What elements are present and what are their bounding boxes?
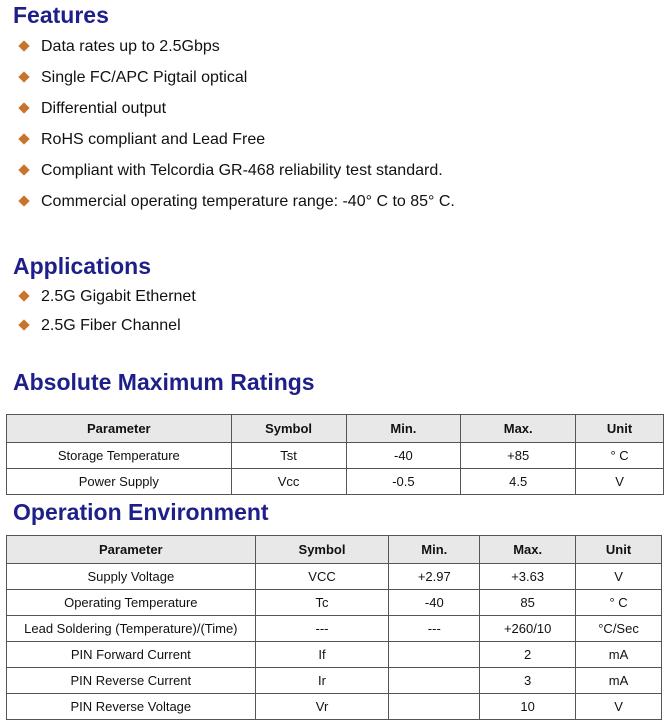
column-header-parameter: Parameter: [7, 415, 232, 443]
cell-symbol: ---: [255, 616, 389, 642]
cell-max: +260/10: [480, 616, 576, 642]
column-header-unit: Unit: [576, 536, 662, 564]
cell-max: 85: [480, 590, 576, 616]
diamond-bullet-icon: [18, 102, 29, 113]
operation-environment-table: [6, 535, 662, 720]
application-text: 2.5G Gigabit Ethernet: [41, 288, 196, 305]
cell-unit: V: [576, 564, 662, 590]
diamond-bullet-icon: [18, 319, 29, 330]
feature-text: Differential output: [41, 100, 167, 117]
cell-min: -40: [389, 590, 480, 616]
list-item: [19, 99, 166, 118]
applications-heading: Applications: [13, 253, 152, 279]
column-header-min: Min.: [346, 415, 461, 443]
cell-min: -40: [346, 443, 461, 469]
table-row: [7, 590, 662, 616]
table-row: [7, 564, 662, 590]
cell-max: 10: [480, 694, 576, 720]
cell-unit: V: [576, 694, 662, 720]
cell-max: 3: [480, 668, 576, 694]
application-text: 2.5G Fiber Channel: [41, 317, 181, 334]
cell-parameter: Storage Temperature: [7, 443, 232, 469]
column-header-parameter: Parameter: [7, 536, 256, 564]
table-row: [7, 443, 664, 469]
cell-parameter: Lead Soldering (Temperature)/(Time): [7, 616, 256, 642]
list-item: [19, 37, 220, 56]
cell-unit: ° C: [576, 443, 664, 469]
cell-min: -0.5: [346, 469, 461, 495]
list-item: [19, 161, 443, 180]
table-row: [7, 469, 664, 495]
cell-parameter: Power Supply: [7, 469, 232, 495]
absolute-maximum-ratings-heading: Absolute Maximum Ratings: [13, 369, 315, 395]
cell-symbol: If: [255, 642, 389, 668]
cell-parameter: Supply Voltage: [7, 564, 256, 590]
cell-symbol: Tc: [255, 590, 389, 616]
diamond-bullet-icon: [18, 133, 29, 144]
cell-unit: ° C: [576, 590, 662, 616]
cell-max: +85: [461, 443, 576, 469]
column-header-min: Min.: [389, 536, 480, 564]
list-item: [19, 287, 196, 306]
table-row: [7, 642, 662, 668]
absolute-maximum-ratings-table: [6, 414, 664, 495]
feature-text: Data rates up to 2.5Gbps: [41, 38, 220, 55]
diamond-bullet-icon: [18, 195, 29, 206]
feature-text: RoHS compliant and Lead Free: [41, 131, 266, 148]
column-header-max: Max.: [461, 415, 576, 443]
column-header-symbol: Symbol: [231, 415, 346, 443]
cell-min: [389, 694, 480, 720]
feature-text: Commercial operating temperature range: -40° C to 85° C.: [41, 193, 455, 210]
cell-unit: V: [576, 469, 664, 495]
cell-symbol: Ir: [255, 668, 389, 694]
cell-symbol: VCC: [255, 564, 389, 590]
cell-parameter: PIN Reverse Voltage: [7, 694, 256, 720]
cell-symbol: Vcc: [231, 469, 346, 495]
diamond-bullet-icon: [18, 164, 29, 175]
feature-text: Compliant with Telcordia GR-468 reliability test standard.: [41, 162, 443, 179]
list-item: [19, 192, 455, 211]
table-row: [7, 668, 662, 694]
diamond-bullet-icon: [18, 71, 29, 82]
cell-min: ---: [389, 616, 480, 642]
cell-parameter: PIN Reverse Current: [7, 668, 256, 694]
diamond-bullet-icon: [18, 290, 29, 301]
column-header-unit: Unit: [576, 415, 664, 443]
cell-unit: mA: [576, 668, 662, 694]
cell-parameter: Operating Temperature: [7, 590, 256, 616]
cell-min: [389, 668, 480, 694]
cell-symbol: Tst: [231, 443, 346, 469]
cell-unit: °C/Sec: [576, 616, 662, 642]
features-heading: Features: [13, 2, 109, 28]
operation-environment-heading: Operation Environment: [13, 499, 269, 525]
table-row: [7, 694, 662, 720]
list-item: [19, 316, 181, 335]
table-row: [7, 616, 662, 642]
feature-text: Single FC/APC Pigtail optical: [41, 69, 248, 86]
list-item: [19, 68, 247, 87]
cell-max: +3.63: [480, 564, 576, 590]
cell-min: +2.97: [389, 564, 480, 590]
cell-max: 2: [480, 642, 576, 668]
cell-min: [389, 642, 480, 668]
cell-unit: mA: [576, 642, 662, 668]
table-header-row: [7, 415, 664, 443]
table-header-row: [7, 536, 662, 564]
column-header-max: Max.: [480, 536, 576, 564]
column-header-symbol: Symbol: [255, 536, 389, 564]
cell-symbol: Vr: [255, 694, 389, 720]
cell-max: 4.5: [461, 469, 576, 495]
diamond-bullet-icon: [18, 40, 29, 51]
cell-parameter: PIN Forward Current: [7, 642, 256, 668]
list-item: [19, 130, 265, 149]
